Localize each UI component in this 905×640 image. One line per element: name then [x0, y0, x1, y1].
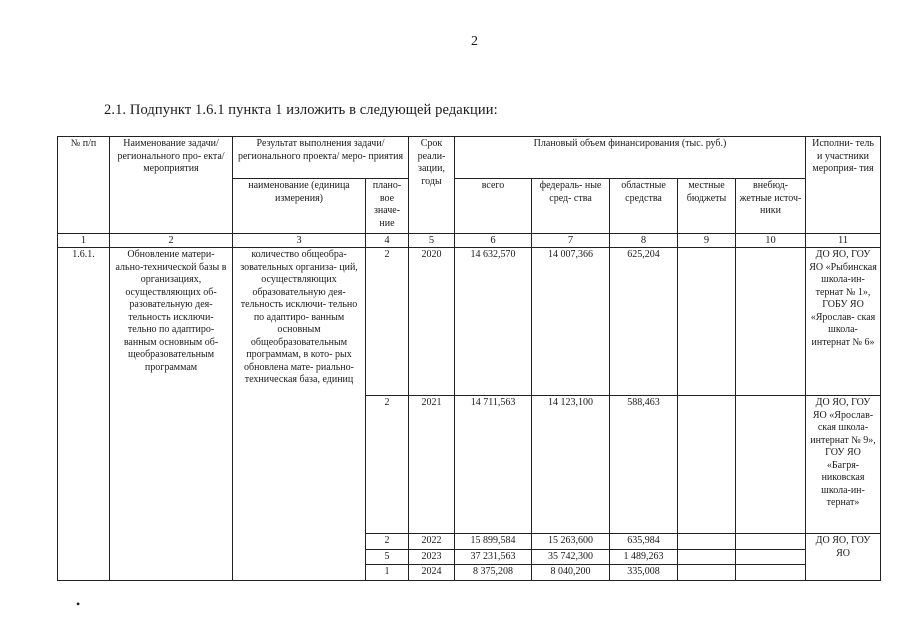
header-name: Наименование задачи/ регионального про- екта/ мероприятия — [110, 137, 233, 234]
header-num: № п/п — [58, 137, 110, 234]
extra-cell — [736, 396, 806, 534]
federal-cell: 14 007,366 — [532, 248, 610, 396]
plan-value-cell: 2 — [366, 248, 409, 396]
header-federal: федераль- ные сред- ства — [532, 179, 610, 234]
page-number: 2 — [471, 34, 478, 49]
column-index: 10 — [736, 234, 806, 248]
stray-mark: • — [76, 597, 81, 611]
year-cell: 2024 — [409, 565, 455, 581]
executors-cell: ДО ЯО, ГОУ ЯО «Рыбинская школа-ин- тернат № 1», ГОБУ ЯО «Ярослав- ская школа- интернат № 6» — [806, 248, 881, 396]
header-local: местные бюджеты — [678, 179, 736, 234]
item-name: Обновление матери- ально-технической базы в организациях, осуществляющих об- разовательную дея- тельность исключи- тельно по адаптиро- ванным основным об- щеобразовательным программам — [110, 248, 233, 581]
federal-cell: 35 742,300 — [532, 549, 610, 565]
year-cell: 2021 — [409, 396, 455, 534]
column-index: 5 — [409, 234, 455, 248]
item-number: 1.6.1. — [58, 248, 110, 581]
header-result: Результат выполнения задачи/ регионального проекта/ меро- приятия — [233, 137, 409, 179]
regional-cell: 1 489,263 — [610, 549, 678, 565]
financing-table — [57, 136, 881, 581]
total-cell: 14 711,563 — [455, 396, 532, 534]
item-result-name: количество общеобра- зовательных организа- ций, осуществляющих образовательную дея- тельность исключи- тельно по адаптиро- ванным основным общеобразовательным программам, в кото- рых обновлена мате- риально-техническая база, единиц — [233, 248, 366, 581]
column-index: 3 — [233, 234, 366, 248]
total-cell: 8 375,208 — [455, 565, 532, 581]
total-cell: 37 231,563 — [455, 549, 532, 565]
local-cell — [678, 549, 736, 565]
header-executors: Исполни- тель и участники мероприя- тия — [806, 137, 881, 234]
local-cell — [678, 534, 736, 550]
table-row — [58, 248, 881, 396]
amendment-heading: 2.1. Подпункт 1.6.1 пункта 1 изложить в следующей редакции: — [104, 102, 498, 118]
total-cell: 14 632,570 — [455, 248, 532, 396]
column-index: 1 — [58, 234, 110, 248]
header-finance: Плановый объем финансирования (тыс. руб.) — [455, 137, 806, 179]
header-result-name: наименование (единица измерения) — [233, 179, 366, 234]
regional-cell: 635,984 — [610, 534, 678, 550]
column-index: 7 — [532, 234, 610, 248]
plan-value-cell: 1 — [366, 565, 409, 581]
executors-cell: ДО ЯО, ГОУ ЯО «Ярослав- ская школа- интернат № 9», ГОУ ЯО «Багря- никовская школа-ин- тернат» — [806, 396, 881, 534]
year-cell: 2022 — [409, 534, 455, 550]
plan-value-cell: 2 — [366, 396, 409, 534]
plan-value-cell: 5 — [366, 549, 409, 565]
header-regional: областные средства — [610, 179, 678, 234]
header-plan-value: плано- вое значе- ние — [366, 179, 409, 234]
extra-cell — [736, 248, 806, 396]
extra-cell — [736, 534, 806, 550]
column-index: 8 — [610, 234, 678, 248]
executors-cell: ДО ЯО, ГОУ ЯО — [806, 534, 881, 581]
local-cell — [678, 248, 736, 396]
extra-cell — [736, 565, 806, 581]
regional-cell: 335,008 — [610, 565, 678, 581]
regional-cell: 625,204 — [610, 248, 678, 396]
federal-cell: 15 263,600 — [532, 534, 610, 550]
extra-cell — [736, 549, 806, 565]
total-cell: 15 899,584 — [455, 534, 532, 550]
column-index-row — [58, 234, 881, 248]
column-index: 6 — [455, 234, 532, 248]
local-cell — [678, 565, 736, 581]
column-index: 2 — [110, 234, 233, 248]
regional-cell: 588,463 — [610, 396, 678, 534]
column-index: 4 — [366, 234, 409, 248]
federal-cell: 8 040,200 — [532, 565, 610, 581]
header-extra: внебюд- жетные источ- ники — [736, 179, 806, 234]
federal-cell: 14 123,100 — [532, 396, 610, 534]
year-cell: 2023 — [409, 549, 455, 565]
header-term: Срок реали- зации, годы — [409, 137, 455, 234]
plan-value-cell: 2 — [366, 534, 409, 550]
column-index: 11 — [806, 234, 881, 248]
year-cell: 2020 — [409, 248, 455, 396]
local-cell — [678, 396, 736, 534]
header-total: всего — [455, 179, 532, 234]
column-index: 9 — [678, 234, 736, 248]
